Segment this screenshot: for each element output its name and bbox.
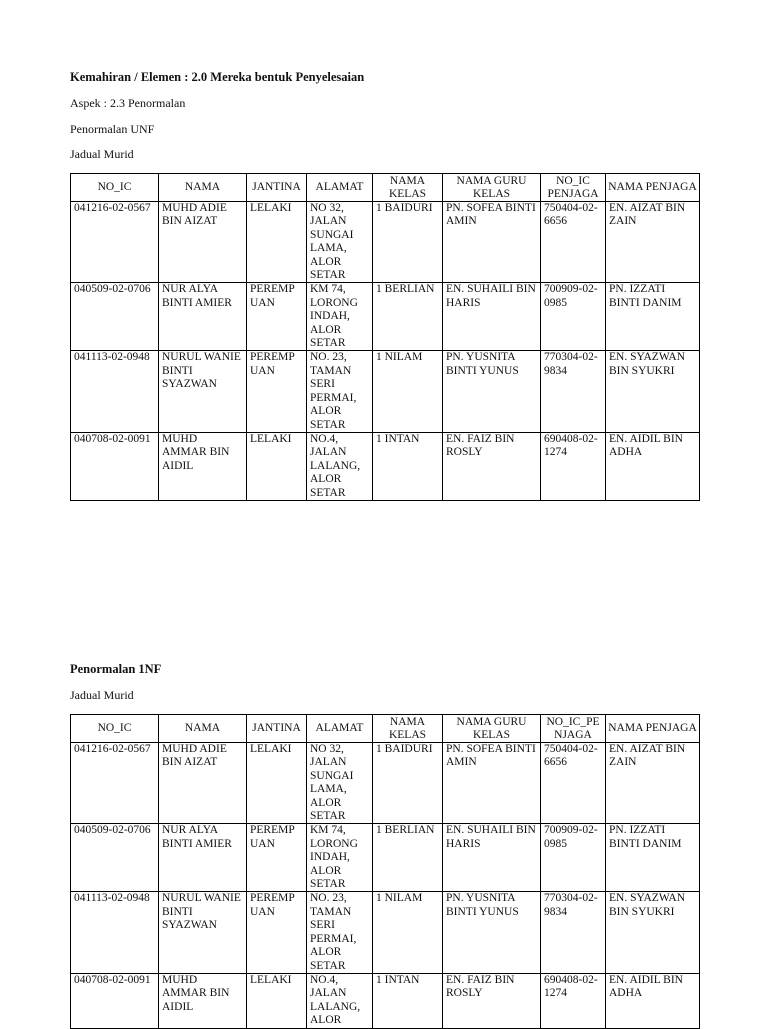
table-cell: NO 32, JALAN SUNGAI LAMA, ALOR SETAR	[307, 202, 373, 283]
table-cell: NO 32, JALAN SUNGAI LAMA, ALOR SETAR	[307, 743, 373, 824]
table-cell: 040708-02-0091	[71, 973, 159, 1028]
table-cell: PN. SOFEA BINTI AMIN	[443, 743, 541, 824]
table-cell: PN. IZZATI BINTI DANIM	[606, 824, 700, 892]
table-cell: 040509-02-0706	[71, 824, 159, 892]
table-cell: NURUL WANIE BINTI SYAZWAN	[159, 351, 247, 432]
column-header: NAMA GURU KELAS	[443, 174, 541, 202]
aspect-label: Aspek : 2.3 Penormalan	[70, 96, 186, 110]
column-header: NO_IC	[71, 715, 159, 743]
section-title-1nf: Penormalan 1NF	[70, 662, 162, 676]
table-cell: NO. 23, TAMAN SERI PERMAI, ALOR SETAR	[307, 351, 373, 432]
table-cell: 1 INTAN	[373, 973, 443, 1028]
table-cell: EN. SYAZWAN BIN SYUKRI	[606, 892, 700, 973]
table-cell: NO. 23, TAMAN SERI PERMAI, ALOR SETAR	[307, 892, 373, 973]
table-cell: 700909-02-0985	[541, 283, 606, 351]
table-row	[71, 351, 700, 432]
table-cell: PN. IZZATI BINTI DANIM	[606, 283, 700, 351]
column-header: NAMA PENJAGA	[606, 174, 700, 202]
table-cell: PN. YUSNITA BINTI YUNUS	[443, 351, 541, 432]
unf-subtitle: Penormalan UNF	[70, 122, 155, 136]
table-cell: 041216-02-0567	[71, 202, 159, 283]
table-cell: PEREMP UAN	[247, 824, 307, 892]
table-cell: LELAKI	[247, 202, 307, 283]
column-header: NO_IC_PE NJAGA	[541, 715, 606, 743]
table-row	[71, 824, 700, 892]
table-cell: PN. SOFEA BINTI AMIN	[443, 202, 541, 283]
table-cell: EN. FAIZ BIN ROSLY	[443, 973, 541, 1028]
table-header-row	[71, 174, 700, 202]
table-cell: EN. AIDIL BIN ADHA	[606, 432, 700, 500]
table-cell: 750404-02-6656	[541, 743, 606, 824]
table-header-row	[71, 715, 700, 743]
table-row	[71, 432, 700, 500]
table-row	[71, 743, 700, 824]
section-title: Kemahiran / Elemen : 2.0 Mereka bentuk Penyelesaian	[70, 70, 365, 84]
column-header: NO_IC PENJAGA	[541, 174, 606, 202]
column-header: NAMA	[159, 715, 247, 743]
table-cell: PN. YUSNITA BINTI YUNUS	[443, 892, 541, 973]
table-cell: LELAKI	[247, 743, 307, 824]
table-cell: EN. AIZAT BIN ZAIN	[606, 202, 700, 283]
column-header: NAMA KELAS	[373, 174, 443, 202]
table-cell: 750404-02-6656	[541, 202, 606, 283]
table-cell: KM 74, LORONG INDAH, ALOR SETAR	[307, 283, 373, 351]
table-cell: EN. AIZAT BIN ZAIN	[606, 743, 700, 824]
table-cell: KM 74, LORONG INDAH, ALOR SETAR	[307, 824, 373, 892]
table-cell: PEREMP UAN	[247, 283, 307, 351]
column-header: NAMA GURU KELAS	[443, 715, 541, 743]
table-cell: LELAKI	[247, 432, 307, 500]
table-cell: EN. SUHAILI BIN HARIS	[443, 824, 541, 892]
table-cell: EN. SUHAILI BIN HARIS	[443, 283, 541, 351]
table-cell: 1 NILAM	[373, 892, 443, 973]
table-cell: MUHD AMMAR BIN AIDIL	[159, 973, 247, 1028]
table-cell: NUR ALYA BINTI AMIER	[159, 824, 247, 892]
table-cell: 770304-02-9834	[541, 351, 606, 432]
table-cell: 1 NILAM	[373, 351, 443, 432]
table-cell: NO.4, JALAN LALANG, ALOR SETAR	[307, 432, 373, 500]
table-cell: 040708-02-0091	[71, 432, 159, 500]
table-cell: NO.4, JALAN LALANG, ALOR	[307, 973, 373, 1028]
table-cell: 1 BAIDURI	[373, 743, 443, 824]
table-cell: MUHD AMMAR BIN AIDIL	[159, 432, 247, 500]
table-caption: Jadual Murid	[70, 688, 134, 702]
table-caption: Jadual Murid	[70, 147, 134, 161]
table-cell: 770304-02-9834	[541, 892, 606, 973]
murid-table-unf	[70, 173, 700, 501]
murid-table-1nf	[70, 714, 700, 1029]
column-header: JANTINA	[247, 715, 307, 743]
table-cell: PEREMP UAN	[247, 892, 307, 973]
table-cell: 041113-02-0948	[71, 351, 159, 432]
table-cell: 1 BERLIAN	[373, 283, 443, 351]
table-cell: EN. AIDIL BIN ADHA	[606, 973, 700, 1028]
table-cell: PEREMP UAN	[247, 351, 307, 432]
table-cell: 690408-02-1274	[541, 432, 606, 500]
table-cell: LELAKI	[247, 973, 307, 1028]
table-cell: 041216-02-0567	[71, 743, 159, 824]
column-header: NAMA KELAS	[373, 715, 443, 743]
table-row	[71, 202, 700, 283]
table-cell: 040509-02-0706	[71, 283, 159, 351]
table-cell: 1 BERLIAN	[373, 824, 443, 892]
table-cell: MUHD ADIE BIN AIZAT	[159, 202, 247, 283]
table-row	[71, 892, 700, 973]
column-header: NAMA	[159, 174, 247, 202]
column-header: NAMA PENJAGA	[606, 715, 700, 743]
table-cell: NURUL WANIE BINTI SYAZWAN	[159, 892, 247, 973]
table-cell: NUR ALYA BINTI AMIER	[159, 283, 247, 351]
column-header: ALAMAT	[307, 715, 373, 743]
table-row	[71, 973, 700, 1028]
table-cell: 041113-02-0948	[71, 892, 159, 973]
table-cell: MUHD ADIE BIN AIZAT	[159, 743, 247, 824]
column-header: NO_IC	[71, 174, 159, 202]
table-row	[71, 283, 700, 351]
table-cell: EN. SYAZWAN BIN SYUKRI	[606, 351, 700, 432]
table-cell: 700909-02-0985	[541, 824, 606, 892]
table-cell: 1 BAIDURI	[373, 202, 443, 283]
column-header: ALAMAT	[307, 174, 373, 202]
table-cell: EN. FAIZ BIN ROSLY	[443, 432, 541, 500]
table-cell: 690408-02-1274	[541, 973, 606, 1028]
table-cell: 1 INTAN	[373, 432, 443, 500]
column-header: JANTINA	[247, 174, 307, 202]
